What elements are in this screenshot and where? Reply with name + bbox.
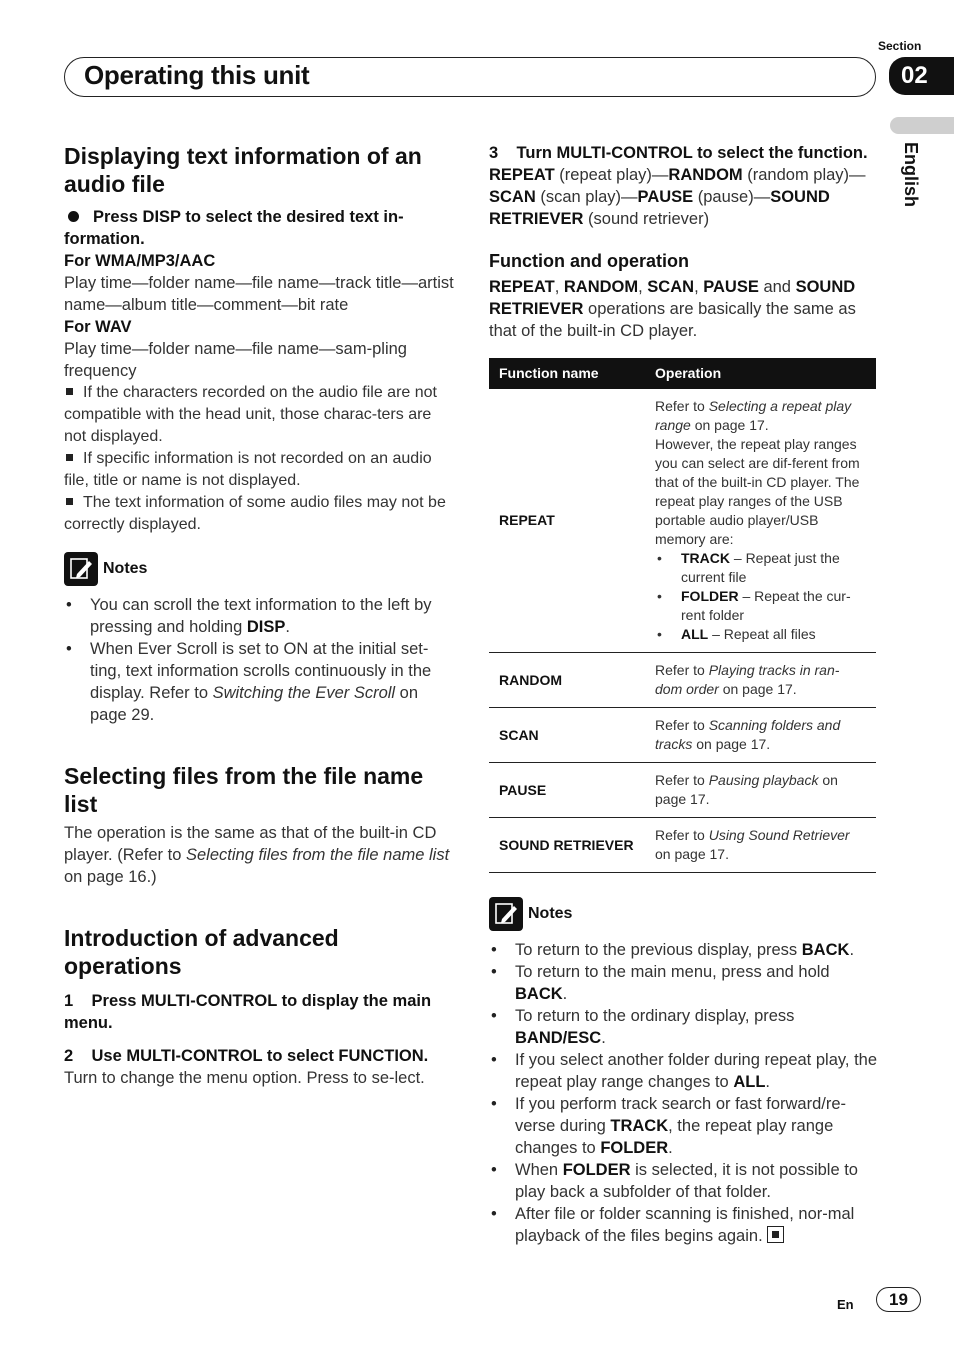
end-mark-icon (767, 1226, 784, 1243)
square-note: If specific information is not recorded on an audio file, title or name is not displayed. (64, 450, 432, 489)
function-name-cell: REPEAT (489, 389, 645, 653)
column-header: Function name (489, 358, 645, 389)
square-note: The text information of some audio files may not be correctly displayed. (64, 494, 446, 533)
wav-label: For WAV (64, 318, 132, 336)
note-item: • If you select another folder during repeat play, the repeat play range changes to ALL. (489, 1049, 881, 1093)
table-row (489, 818, 876, 873)
language-label: English (901, 142, 921, 208)
right-column (489, 142, 881, 1247)
column-header: Operation (645, 358, 876, 389)
square-bullet-icon (66, 454, 73, 461)
function-operation-text: REPEAT, RANDOM, SCAN, PAUSE and SOUND RETRIEVER operations are basically the same as that of the built-in CD player. (489, 278, 856, 340)
notes-header (489, 897, 881, 931)
section-number-badge: 02 (889, 57, 954, 95)
notes-pencil-icon (64, 552, 98, 586)
table-row (489, 653, 876, 708)
wma-text: Play time—folder name—file name—track title—artist name—album title—comment—bit rate (64, 274, 454, 314)
language-tab (890, 117, 954, 134)
page-title: Operating this unit (84, 60, 310, 90)
operation-cell: Refer to Pausing playback on page 17. (645, 763, 876, 818)
function-table (489, 358, 876, 873)
notes-list (489, 939, 881, 1247)
function-name-cell: SOUND RETRIEVER (489, 818, 645, 873)
operation-cell: Refer to Using Sound Retriever on page 17. (645, 818, 876, 873)
note-item: • To return to the previous display, press BACK. (489, 939, 881, 961)
table-row (489, 763, 876, 818)
notes-list (64, 594, 454, 726)
function-name-cell: SCAN (489, 708, 645, 763)
select-heading: Selecting files from the file name list (64, 763, 424, 817)
operation-cell: Refer to Scanning folders and tracks on page 17. (645, 708, 876, 763)
step-1: 1 Press MULTI-CONTROL to display the main menu. (64, 992, 436, 1032)
function-operation-heading: Function and operation (489, 251, 689, 271)
list-item: • TRACK – Repeat just the current file (655, 549, 866, 587)
table-row (489, 389, 876, 653)
function-list: REPEAT (repeat play)—RANDOM (random play)—SCAN (scan play)—PAUSE (pause)—SOUND RETRIEVER (sound retriever) (489, 166, 866, 228)
note-item: • If you perform track search or fast forward/re-verse during TRACK, the repeat play range changes to FOLDER. (489, 1093, 881, 1159)
function-name-cell: RANDOM (489, 653, 645, 708)
step-2-text: Turn to change the menu option. Press to se-lect. (64, 1069, 425, 1087)
operation-cell: Refer to Selecting a repeat play range on page 17. However, the repeat play ranges you can select are dif-ferent from that of the built-in CD player. The repeat play ranges of the USB portable audio player/USB memory are: • TRACK – Repeat just the current file • FOLDER – Repeat the cur-rent folder • ALL – Repeat all files (645, 389, 876, 653)
table-header-row (489, 358, 876, 389)
intro-heading: Introduction of advanced operations (64, 925, 339, 979)
notes-pencil-icon (489, 897, 523, 931)
note-item: • You can scroll the text information to the left by pressing and holding DISP. (64, 594, 454, 638)
step-3: 3 Turn MULTI-CONTROL to select the function. (489, 144, 868, 162)
disp-instruction: Press DISP to select the desired text in-formation. (64, 208, 404, 248)
wav-text: Play time—folder name—file name—sam-pling frequency (64, 340, 407, 380)
section-label: Section (878, 39, 922, 53)
language-code: En (837, 1297, 854, 1312)
list-item: • ALL – Repeat all files (655, 625, 866, 644)
page-number: 19 (876, 1287, 921, 1312)
wma-label: For WMA/MP3/AAC (64, 252, 216, 270)
operation-cell: Refer to Playing tracks in ran-dom order on page 17. (645, 653, 876, 708)
step-2: 2 Use MULTI-CONTROL to select FUNCTION. (64, 1047, 429, 1065)
table-row (489, 708, 876, 763)
notes-title: Notes (103, 560, 148, 577)
notes-header (64, 552, 454, 586)
list-item: • FOLDER – Repeat the cur-rent folder (655, 587, 866, 625)
square-bullet-icon (66, 498, 73, 505)
select-text: The operation is the same as that of the built-in CD player. (Refer to Selecting files from the file name list on page 16.) (64, 824, 450, 886)
left-column (64, 142, 454, 1089)
note-item: • To return to the ordinary display, press BAND/ESC. (489, 1005, 881, 1049)
note-item: • To return to the main menu, press and hold BACK. (489, 961, 881, 1005)
note-item: • After file or folder scanning is finished, nor-mal playback of the files begins again. (489, 1203, 881, 1247)
square-note: If the characters recorded on the audio file are not compatible with the head unit, those charac-ters are not displayed. (64, 384, 437, 445)
note-item: • When FOLDER is selected, it is not possible to play back a subfolder of that folder. (489, 1159, 881, 1203)
square-bullet-icon (66, 388, 73, 395)
bullet-dot-icon (68, 211, 79, 222)
notes-title: Notes (528, 905, 573, 922)
function-name-cell: PAUSE (489, 763, 645, 818)
note-item: • When Ever Scroll is set to ON at the initial set-ting, text information scrolls continuously in the display. Refer to Switching the Ever Scroll on page 29. (64, 638, 454, 726)
disp-heading: Displaying text information of an audio file (64, 143, 422, 197)
